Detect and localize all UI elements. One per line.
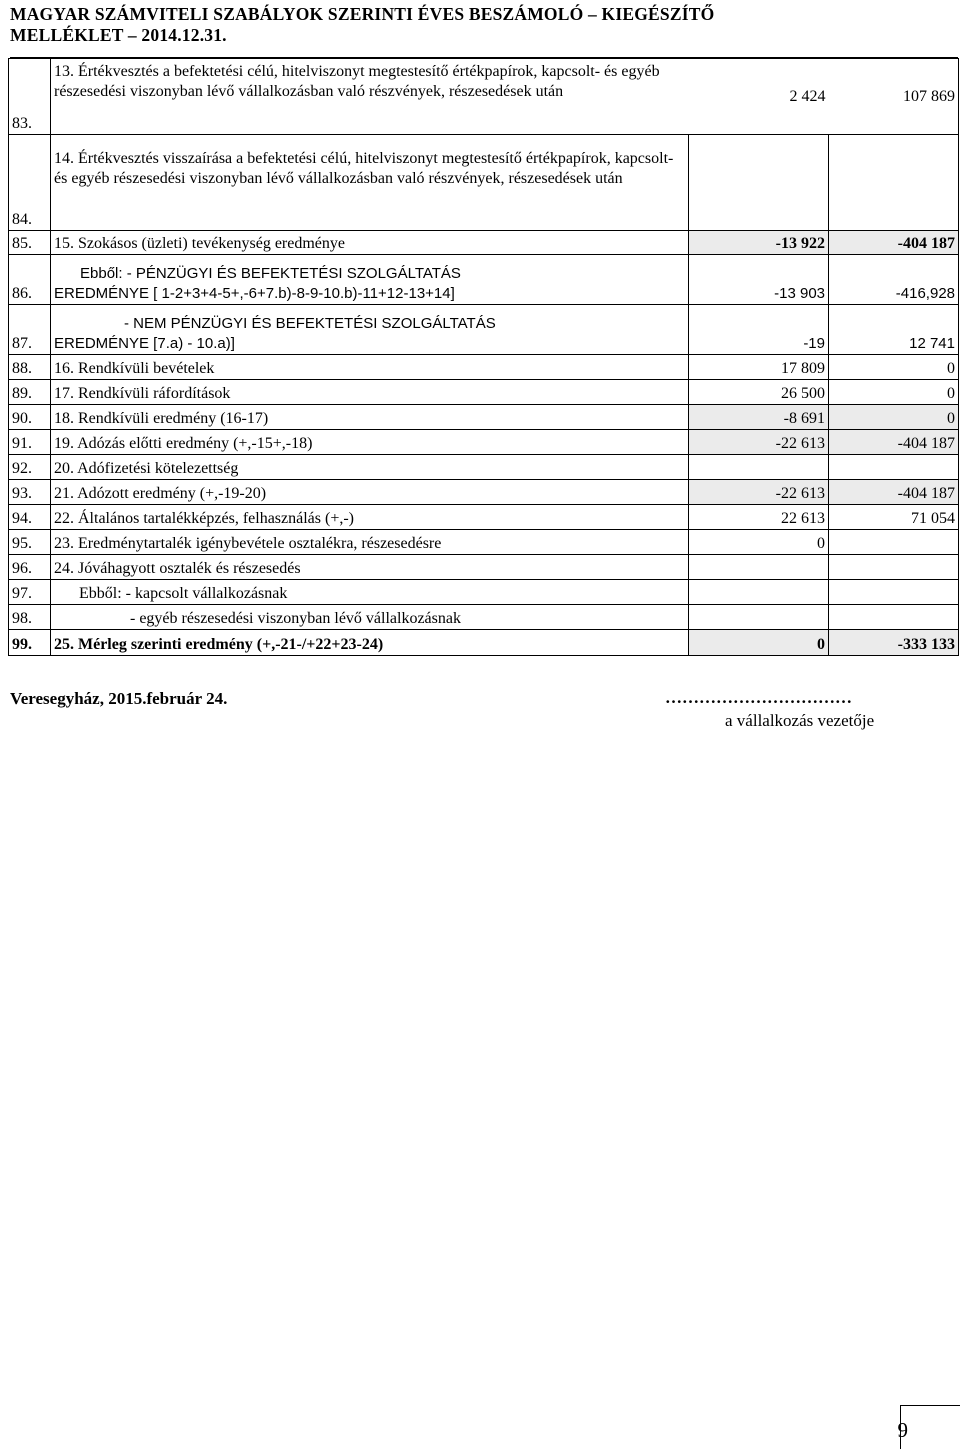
table-row <box>9 530 959 555</box>
row-value-previous <box>829 555 959 580</box>
table-row <box>9 605 959 630</box>
row-number: 94. <box>9 505 51 530</box>
row-value-previous <box>829 530 959 555</box>
page-number: 9 <box>897 1418 908 1442</box>
row-value-previous: 0 <box>829 405 959 430</box>
row-value-current: -22 613 <box>689 430 829 455</box>
table-row <box>9 380 959 405</box>
row-description: 22. Általános tartalékképzés, felhasználás (+,-) <box>51 505 689 530</box>
header-title-line2: MELLÉKLET – 2014.12.31. <box>10 25 227 45</box>
table-row <box>9 231 959 255</box>
income-statement-table <box>8 58 959 656</box>
table-row <box>9 430 959 455</box>
row-value-current: 2 424 <box>689 59 829 135</box>
row-value-current <box>689 555 829 580</box>
row-value-previous <box>829 135 959 231</box>
row-description: 23. Eredménytartalék igénybevétele osztalékra, részesedésre <box>51 530 689 555</box>
row-value-current: 0 <box>689 630 829 656</box>
row-description: Ebből: - kapcsolt vállalkozásnak <box>51 580 689 605</box>
row-number: 95. <box>9 530 51 555</box>
table-row <box>9 255 959 305</box>
row-number: 83. <box>9 59 51 135</box>
row-value-previous <box>829 580 959 605</box>
row-number: 89. <box>9 380 51 405</box>
row-number: 98. <box>9 605 51 630</box>
table-row <box>9 480 959 505</box>
row-number: 84. <box>9 135 51 231</box>
row-value-current: -13 903 <box>689 255 829 305</box>
row-value-previous: -404 187 <box>829 430 959 455</box>
row-description-line1: - NEM PÉNZÜGYI ÉS BEFEKTETÉSI SZOLGÁLTATÁS <box>124 315 496 332</box>
row-value-current <box>689 605 829 630</box>
row-description <box>51 305 689 355</box>
row-number: 99. <box>9 630 51 656</box>
row-value-previous: 71 054 <box>829 505 959 530</box>
row-number: 88. <box>9 355 51 380</box>
row-description: - egyéb részesedési viszonyban lévő vállalkozásnak <box>51 605 689 630</box>
row-value-previous: 0 <box>829 355 959 380</box>
document-header <box>10 4 930 46</box>
row-description: 25. Mérleg szerinti eredmény (+,-21-/+22+23-24) <box>51 630 689 656</box>
signature-role: a vállalkozás vezetője <box>725 711 875 730</box>
row-value-previous: 0 <box>829 380 959 405</box>
row-description <box>51 255 689 305</box>
row-description: 24. Jóváhagyott osztalék és részesedés <box>51 555 689 580</box>
row-number: 90. <box>9 405 51 430</box>
row-description-line2: EREDMÉNYE [ 1-2+3+4-5+,-6+7.b)-8-9-10.b)-11+12-13+14] <box>54 285 455 302</box>
row-value-current <box>689 580 829 605</box>
row-description: 15. Szokásos (üzleti) tevékenység eredménye <box>51 231 689 255</box>
row-description: 18. Rendkívüli eredmény (16-17) <box>51 405 689 430</box>
row-number: 93. <box>9 480 51 505</box>
row-value-current <box>689 135 829 231</box>
row-value-current: 26 500 <box>689 380 829 405</box>
row-value-previous: -416,928 <box>829 255 959 305</box>
table-row <box>9 405 959 430</box>
place-and-date: Veresegyház, 2015.február 24. <box>10 689 228 708</box>
row-value-current: 0 <box>689 530 829 555</box>
table-row <box>9 580 959 605</box>
table-row <box>9 59 959 135</box>
table-row <box>9 555 959 580</box>
row-description-line2: EREDMÉNYE [7.a) - 10.a)] <box>54 335 235 352</box>
row-value-current: 17 809 <box>689 355 829 380</box>
row-number: 97. <box>9 580 51 605</box>
row-value-previous: -404 187 <box>829 231 959 255</box>
row-number: 87. <box>9 305 51 355</box>
row-value-current: -19 <box>689 305 829 355</box>
table-row <box>9 630 959 656</box>
row-value-previous: -333 133 <box>829 630 959 656</box>
row-number: 86. <box>9 255 51 305</box>
table-row <box>9 135 959 231</box>
row-value-current: 22 613 <box>689 505 829 530</box>
row-value-current: -8 691 <box>689 405 829 430</box>
row-description: 13. Értékvesztés a befektetési célú, hitelviszonyt megtestesítő értékpapírok, kapcsolt- és egyéb részesedési viszonyban lévő vállalkozásban való részvények, részesedések után <box>51 59 689 135</box>
table-row <box>9 455 959 480</box>
row-value-previous <box>829 605 959 630</box>
row-number: 96. <box>9 555 51 580</box>
row-value-current <box>689 455 829 480</box>
row-description: 21. Adózott eredmény (+,-19-20) <box>51 480 689 505</box>
table-row <box>9 305 959 355</box>
row-number: 85. <box>9 231 51 255</box>
row-description: 19. Adózás előtti eredmény (+,-15+,-18) <box>51 430 689 455</box>
row-description: 20. Adófizetési kötelezettség <box>51 455 689 480</box>
row-number: 91. <box>9 430 51 455</box>
signature-line: …………………………… <box>665 688 852 707</box>
row-value-previous: -404 187 <box>829 480 959 505</box>
row-number: 92. <box>9 455 51 480</box>
page-number-frame-top <box>900 1405 960 1406</box>
header-title-line1: MAGYAR SZÁMVITELI SZABÁLYOK SZERINTI ÉVES BESZÁMOLÓ – KIEGÉSZÍTŐ <box>10 4 715 24</box>
row-description: 16. Rendkívüli bevételek <box>51 355 689 380</box>
row-value-previous: 107 869 <box>829 59 959 135</box>
row-value-current: -13 922 <box>689 231 829 255</box>
table-row <box>9 505 959 530</box>
row-description-line1: Ebből: - PÉNZÜGYI ÉS BEFEKTETÉSI SZOLGÁLTATÁS <box>80 265 461 282</box>
row-value-previous: 12 741 <box>829 305 959 355</box>
row-description: 17. Rendkívüli ráfordítások <box>51 380 689 405</box>
table-row <box>9 355 959 380</box>
row-value-previous <box>829 455 959 480</box>
row-description: 14. Értékvesztés visszaírása a befektetési célú, hitelviszonyt megtestesítő értékpapírok, kapcsolt- és egyéb részesedési viszonyban lévő vállalkozásban való részvények, részesedések után <box>51 135 689 231</box>
row-value-current: -22 613 <box>689 480 829 505</box>
